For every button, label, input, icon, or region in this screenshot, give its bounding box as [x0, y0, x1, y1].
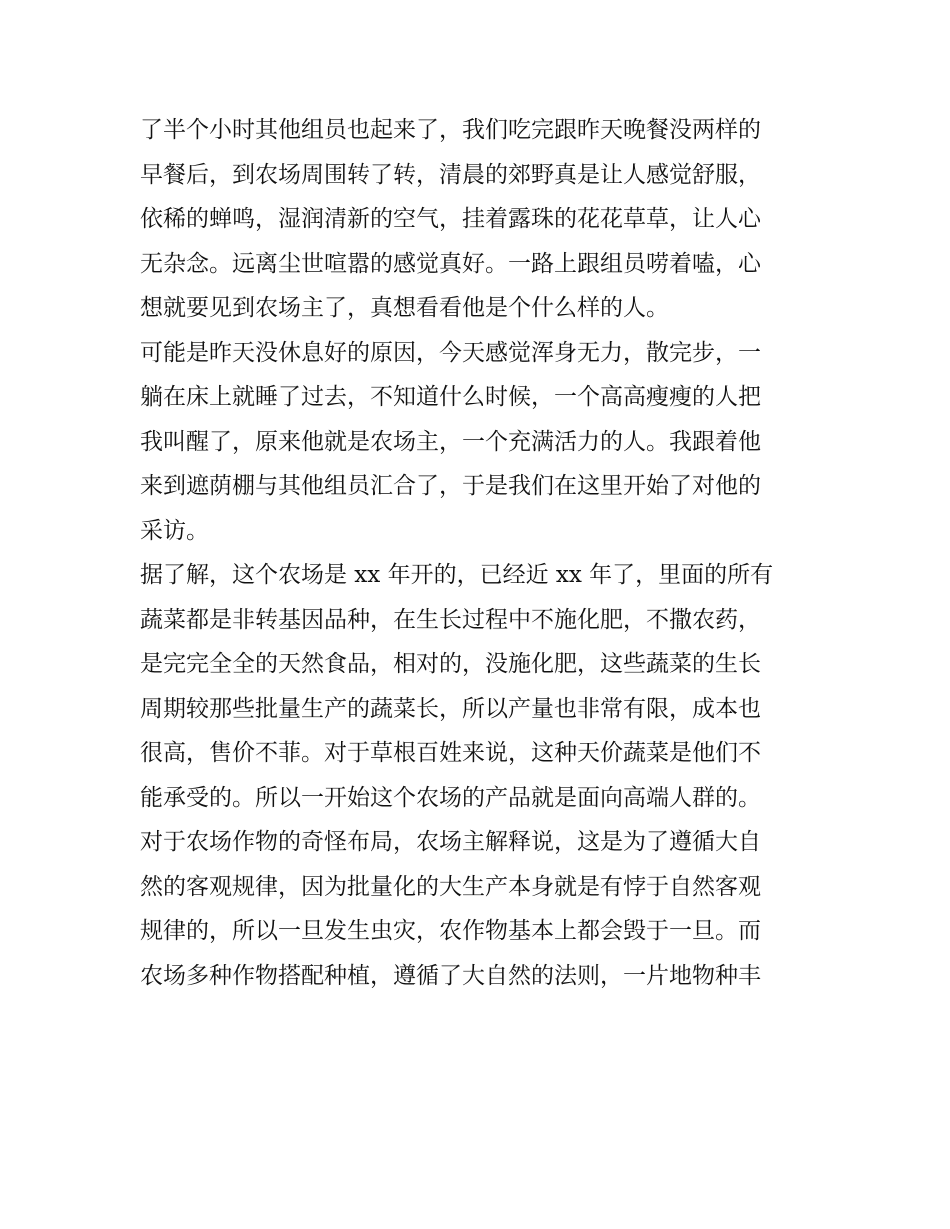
- text-line: 很高，售价不菲。对于草根百姓来说，这种天价蔬菜是他们不: [140, 740, 761, 766]
- paragraph-2: [140, 331, 812, 554]
- text-line: 然的客观规律，因为批量化的大生产本身就是有悖于自然客观: [140, 873, 761, 900]
- text-line: 农场多种作物搭配种植，遵循了大自然的法则，一片地物种丰: [140, 962, 761, 989]
- text-line: 据了解，这个农场是 xx 年开的，已经近 xx 年了，里面的所有: [140, 562, 774, 588]
- text-line: 蔬菜都是非转基因品种，在生长过程中不施化肥，不撒农药，: [140, 606, 761, 633]
- paragraph-4: [140, 820, 812, 998]
- paragraph-3: [140, 553, 812, 820]
- paragraph-1: [140, 108, 812, 331]
- text-line: 依稀的蝉鸣，湿润清新的空气，挂着露珠的花花草草，让人心: [140, 206, 761, 232]
- text-line: 是完完全全的天然食品，相对的，没施化肥，这些蔬菜的生长: [140, 651, 761, 677]
- text-line: 采访。: [140, 517, 209, 544]
- text-line: 我叫醒了，原来他就是农场主，一个充满活力的人。我跟着他: [140, 428, 761, 455]
- text-line: 早餐后，到农场周围转了转，清晨的郊野真是让人感觉舒服，: [140, 161, 761, 188]
- text-line: 躺在床上就睡了过去，不知道什么时候，一个高高瘦瘦的人把: [140, 384, 761, 410]
- text-line: 来到遮荫棚与其他组员汇合了，于是我们在这里开始了对他的: [140, 473, 761, 499]
- text-line: 周期较那些批量生产的蔬菜长，所以产量也非常有限，成本也: [140, 695, 761, 722]
- text-line: 规律的，所以一旦发生虫灾，农作物基本上都会毁于一旦。而: [140, 918, 761, 944]
- text-line: 能承受的。所以一开始这个农场的产品就是面向高端人群的。: [140, 784, 761, 811]
- text-line: 对于农场作物的奇怪布局，农场主解释说，这是为了遵循大自: [140, 829, 761, 855]
- document-body: [140, 108, 812, 998]
- text-line: 可能是昨天没休息好的原因，今天感觉浑身无力，散完步，一: [140, 339, 761, 366]
- text-line: 了半个小时其他组员也起来了，我们吃完跟昨天晚餐没两样的: [140, 117, 761, 143]
- text-line: 无杂念。远离尘世喧嚣的感觉真好。一路上跟组员唠着嗑，心: [140, 250, 761, 277]
- text-line: 想就要见到农场主了，真想看看他是个什么样的人。: [140, 295, 669, 321]
